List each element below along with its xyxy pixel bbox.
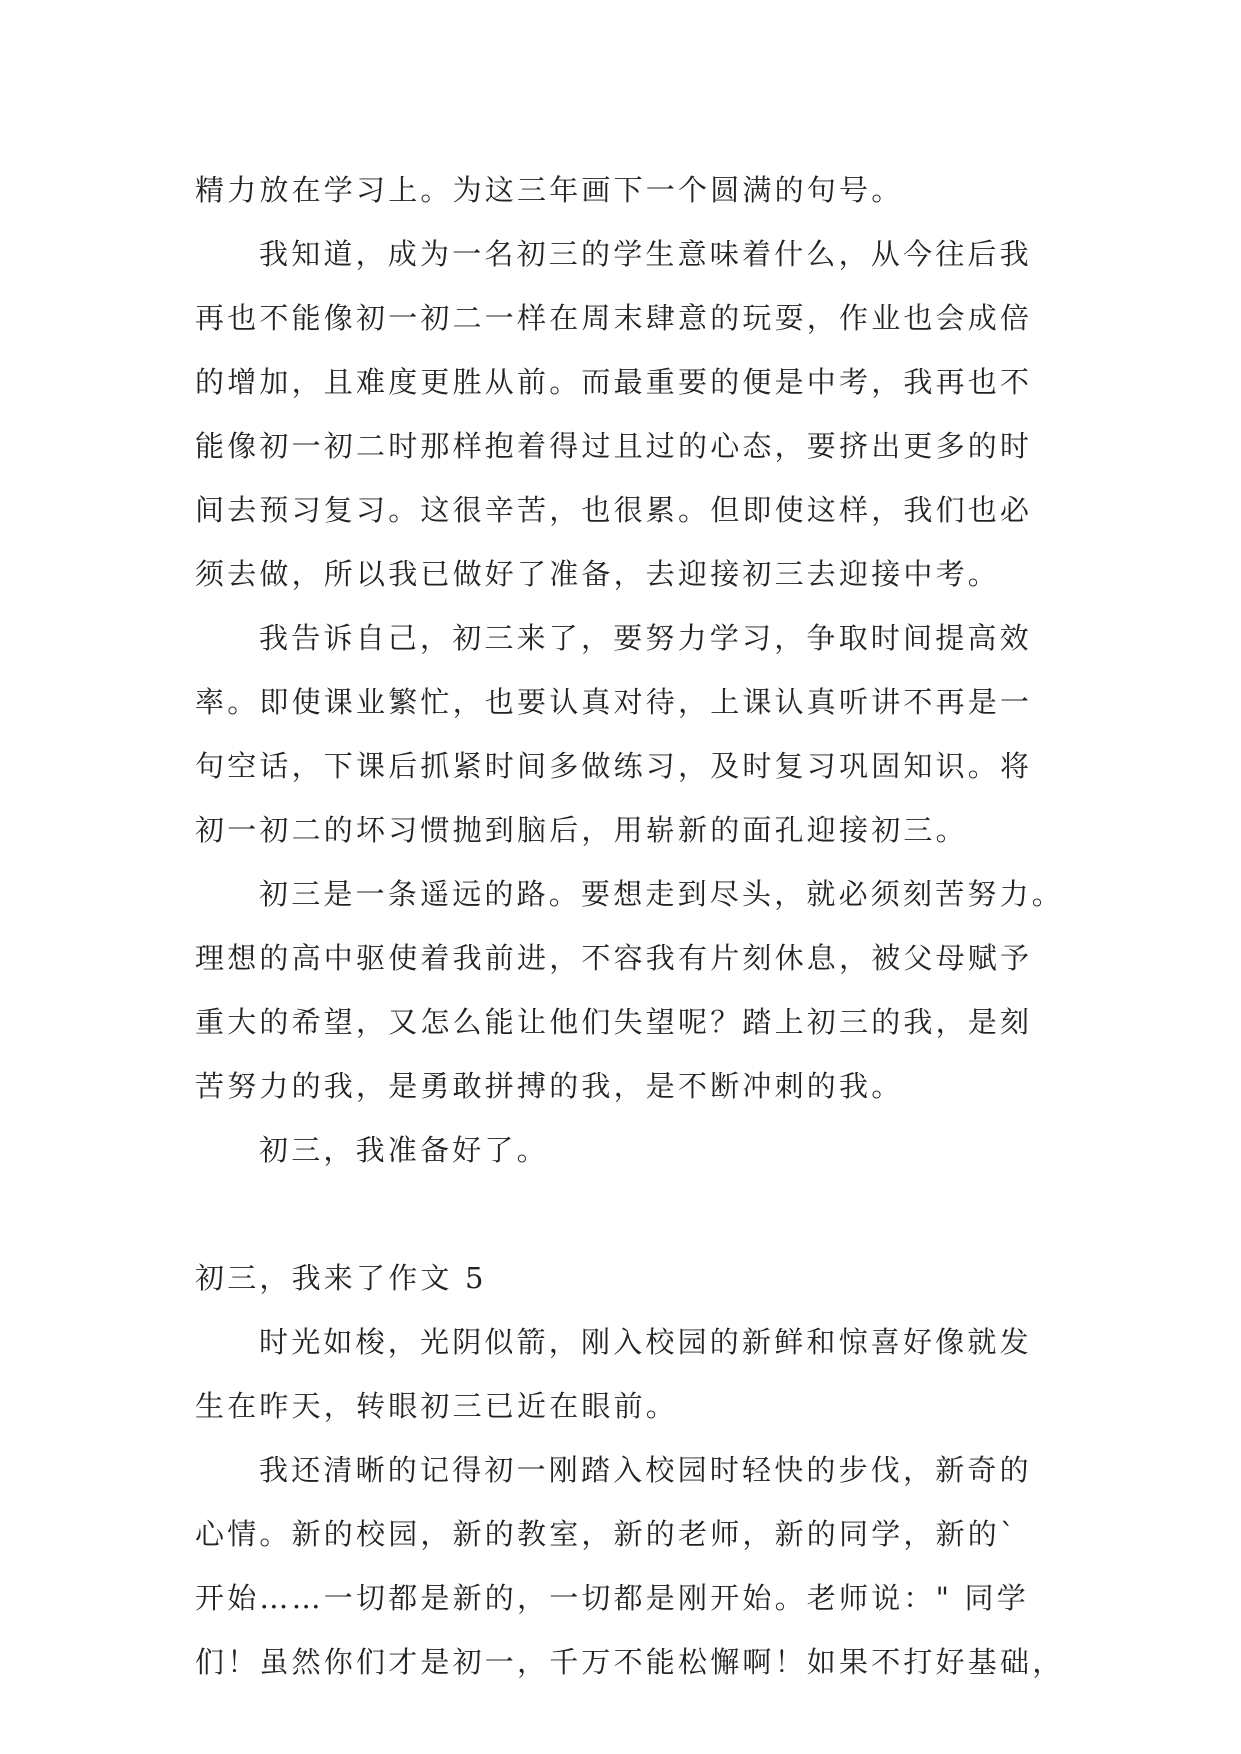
text-line: 再也不能像初一初二一样在周末肆意的玩耍，作业也会成倍 — [195, 301, 1033, 335]
paragraph — [195, 862, 1065, 1118]
text-line: 精力放在学习上。为这三年画下一个圆满的句号。 — [195, 173, 904, 207]
text-line: 须去做，所以我已做好了准备，去迎接初三去迎接中考。 — [195, 557, 1001, 591]
text-line: 们！虽然你们才是初一，千万不能松懈啊！如果不打好基础， — [195, 1645, 1065, 1679]
text-line: 能像初一初二时那样抱着得过且过的心态，要挤出更多的时 — [195, 429, 1033, 463]
text-line: 我告诉自己，初三来了，要努力学习，争取时间提高效 — [259, 621, 1032, 655]
text-line: 生在昨天，转眼初三已近在眼前。 — [195, 1389, 679, 1423]
text-line: 心情。新的校园，新的教室，新的老师，新的同学，新的` — [195, 1517, 1018, 1551]
section-heading: 初三，我来了作文 5 — [195, 1261, 487, 1295]
paragraph — [195, 222, 1055, 606]
text-line: 句空话，下课后抓紧时间多做练习，及时复习巩固知识。将 — [195, 749, 1033, 783]
text-line: 我还清晰的记得初一刚踏入校园时轻快的步伐，新奇的 — [259, 1453, 1032, 1487]
text-line: 时光如梭，光阴似箭，刚入校园的新鲜和惊喜好像就发 — [259, 1325, 1032, 1359]
paragraph — [195, 158, 1055, 222]
document-body — [195, 158, 1065, 1694]
text-line: 初三，我准备好了。 — [259, 1133, 549, 1167]
paragraph — [195, 1310, 1055, 1438]
text-line: 重大的希望，又怎么能让他们失望呢？踏上初三的我，是刻 — [195, 1005, 1033, 1039]
text-line: 初三是一条遥远的路。要想走到尽头，就必须刻苦努力。 — [259, 877, 1065, 911]
text-line: 间去预习复习。这很辛苦，也很累。但即使这样，我们也必 — [195, 493, 1033, 527]
section-spacer — [195, 1182, 1055, 1246]
text-line: 苦努力的我，是勇敢拼搏的我，是不断冲刺的我。 — [195, 1069, 904, 1103]
text-line: 理想的高中驱使着我前进，不容我有片刻休息，被父母赋予 — [195, 941, 1033, 975]
text-line: 初一初二的坏习惯抛到脑后，用崭新的面孔迎接初三。 — [195, 813, 968, 847]
text-line: 率。即使课业繁忙，也要认真对待，上课认真听讲不再是一 — [195, 685, 1033, 719]
text-line: 的增加，且难度更胜从前。而最重要的便是中考，我再也不 — [195, 365, 1033, 399]
text-line: 我知道，成为一名初三的学生意味着什么，从今往后我 — [259, 237, 1032, 271]
paragraph — [195, 1118, 1055, 1182]
paragraph — [195, 1438, 1065, 1694]
text-line: 开始……一切都是新的，一切都是刚开始。老师说：" 同学 — [195, 1581, 1029, 1615]
paragraph — [195, 606, 1055, 862]
